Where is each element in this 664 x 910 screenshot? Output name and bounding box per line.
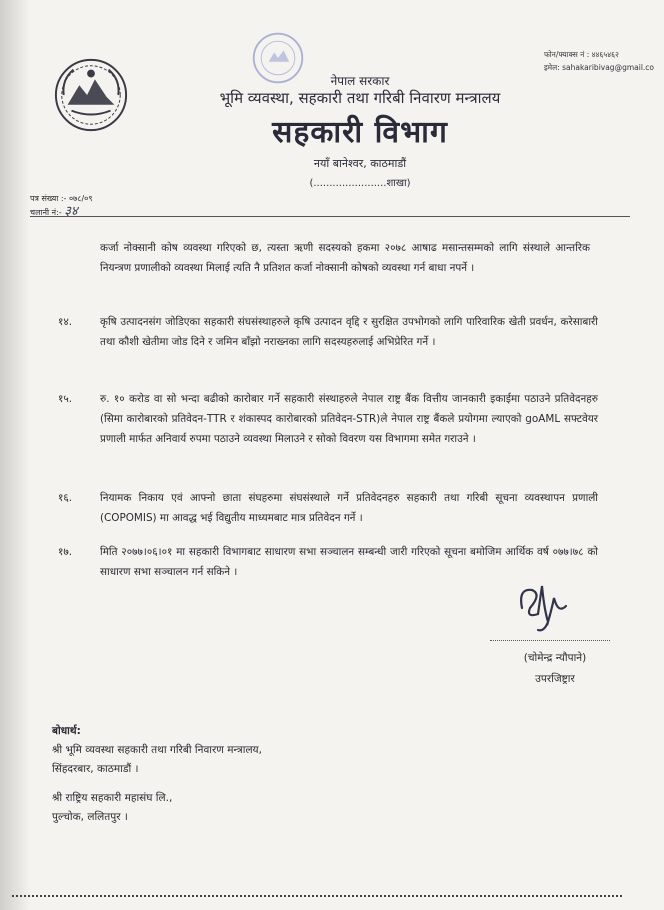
signatory-title: उपरजिष्ट्रार — [535, 673, 575, 685]
letter-number-row — [30, 192, 92, 205]
cc-line: सिंहदरबार, काठमाडौं । — [52, 763, 139, 775]
signatory-name: (चोमेन्द्र न्यौपाने) — [523, 652, 587, 664]
signature-line — [490, 640, 610, 641]
header-divider — [30, 216, 630, 217]
letter-number-label: पत्र संख्या :- — [30, 194, 67, 203]
ministry-name: भूमि व्यवस्था, सहकारी तथा गरिबी निवारण मन्त्रालय — [219, 89, 501, 107]
cc-line: श्री भूमि व्यवस्था सहकारी तथा गरिबी निवारण मन्त्रालय, — [52, 744, 262, 756]
list-item — [58, 488, 598, 528]
item-text: कृषि उत्पादनसंग जोडिएका सहकारी संघसंस्थाहरुले कृषि उत्पादन वृद्दि र सुरक्षित उपभोगको लागि पारिवारिक खेती प्रवर्धन, करेसाबारी तथा कौशी खेतीमा जोड दिने र जमिन बाँझो नराख्नका लागि सदस्यहरुलाई अभिप्रेरित गर्ने । — [100, 316, 598, 348]
item-number: १७. — [58, 546, 73, 558]
signature-icon — [508, 578, 578, 636]
item-number: १४. — [58, 316, 73, 328]
cc-spacer — [52, 779, 262, 789]
phone-fax: फोन/फ्याक्स नं : ४४६५४६२ — [543, 50, 619, 59]
cc-line: श्री राष्ट्रिय सहकारी महासंघ लि., — [52, 792, 173, 804]
signatory-block — [495, 648, 615, 690]
item-text: मिति २०७७।०६।०१ मा सहकारी विभागबाट साधारण सभा सञ्चालन सम्बन्धी जारी गरिएको सूचना बमोजिम आर्थिक वर्ष ०७७।७८ को साधारण सभा सञ्चालन गर्न सकिने । — [100, 546, 598, 578]
cc-label: बोधार्थ: — [52, 725, 81, 737]
email: इमेल: sahakaribivag@gmail.co — [543, 63, 654, 72]
office-address: नयाँ बानेश्वर, काठमाडौं — [313, 157, 407, 170]
footer-dotted-line — [12, 895, 622, 897]
nepal-emblem-icon — [52, 56, 130, 134]
cc-line: पुल्चोक, ललितपुर । — [52, 811, 128, 823]
department-name: सहकारी विभाग — [272, 115, 448, 150]
dispatch-number: ३४ — [64, 204, 78, 219]
dispatch-number-label: चलानी नं:- — [30, 208, 62, 217]
government-name: नेपाल सरकार — [330, 74, 390, 88]
item-text: नियामक निकाय एवं आफ्नो छाता संघहरुमा संघसंस्थाले गर्ने प्रतिवेदनहरु सहकारी तथा गरिबी सूचना व्यवस्थापन प्रणाली (COPOMIS) मा आवद्ध भई विद्युतीय माध्यमबाट मात्र प्रतिवेदन गर्ने । — [100, 492, 598, 524]
list-item — [58, 312, 598, 352]
list-item — [58, 389, 598, 449]
item-number: १५. — [58, 393, 73, 405]
intro-paragraph: कर्जा नोक्सानी कोष व्यवस्था गरिएको छ, त्यस्ता ऋणी सदस्यको हकमा २०७८ आषाढ मसान्तसम्मको लागि संस्थाले आन्तरिक नियन्त्रण प्रणालीको व्यवस्था मिलाई त्यति नै प्रतिशत कर्जा नोक्सानी कोषको व्यवस्था गर्न बाधा नपर्ने । — [100, 242, 590, 274]
contact-block — [544, 48, 654, 74]
list-item — [58, 542, 598, 582]
item-number: १६. — [58, 492, 73, 504]
cc-block — [52, 722, 262, 827]
reference-numbers — [30, 192, 92, 219]
item-text: रु. १० करोड वा सो भन्दा बढीको कारोबार गर्ने सहकारी संस्थाहरुले नेपाल राष्ट्र बैंक वित्तीय जानकारी इकाईमा पठाउने प्रतिवेदनहरु (सिमा कारोबारको प्रतिवेदन-TTR र शंकास्पद कारोबारको प्रतिवेदन-STR)ले नेपाल राष्ट्र बैंकले प्रयोगमा ल्याएको goAML सफ्टवेयर प्रणाली मार्फत अनिवार्य रुपमा पठाउने व्यवस्था मिलाउने र सोको विवरण यस विभागमा समेत गराउने । — [100, 393, 598, 445]
branch-line: (.......................शाखा) — [309, 178, 411, 189]
letter-number: ०७८/०९ — [68, 194, 93, 203]
page-edge-shadow — [0, 0, 30, 910]
